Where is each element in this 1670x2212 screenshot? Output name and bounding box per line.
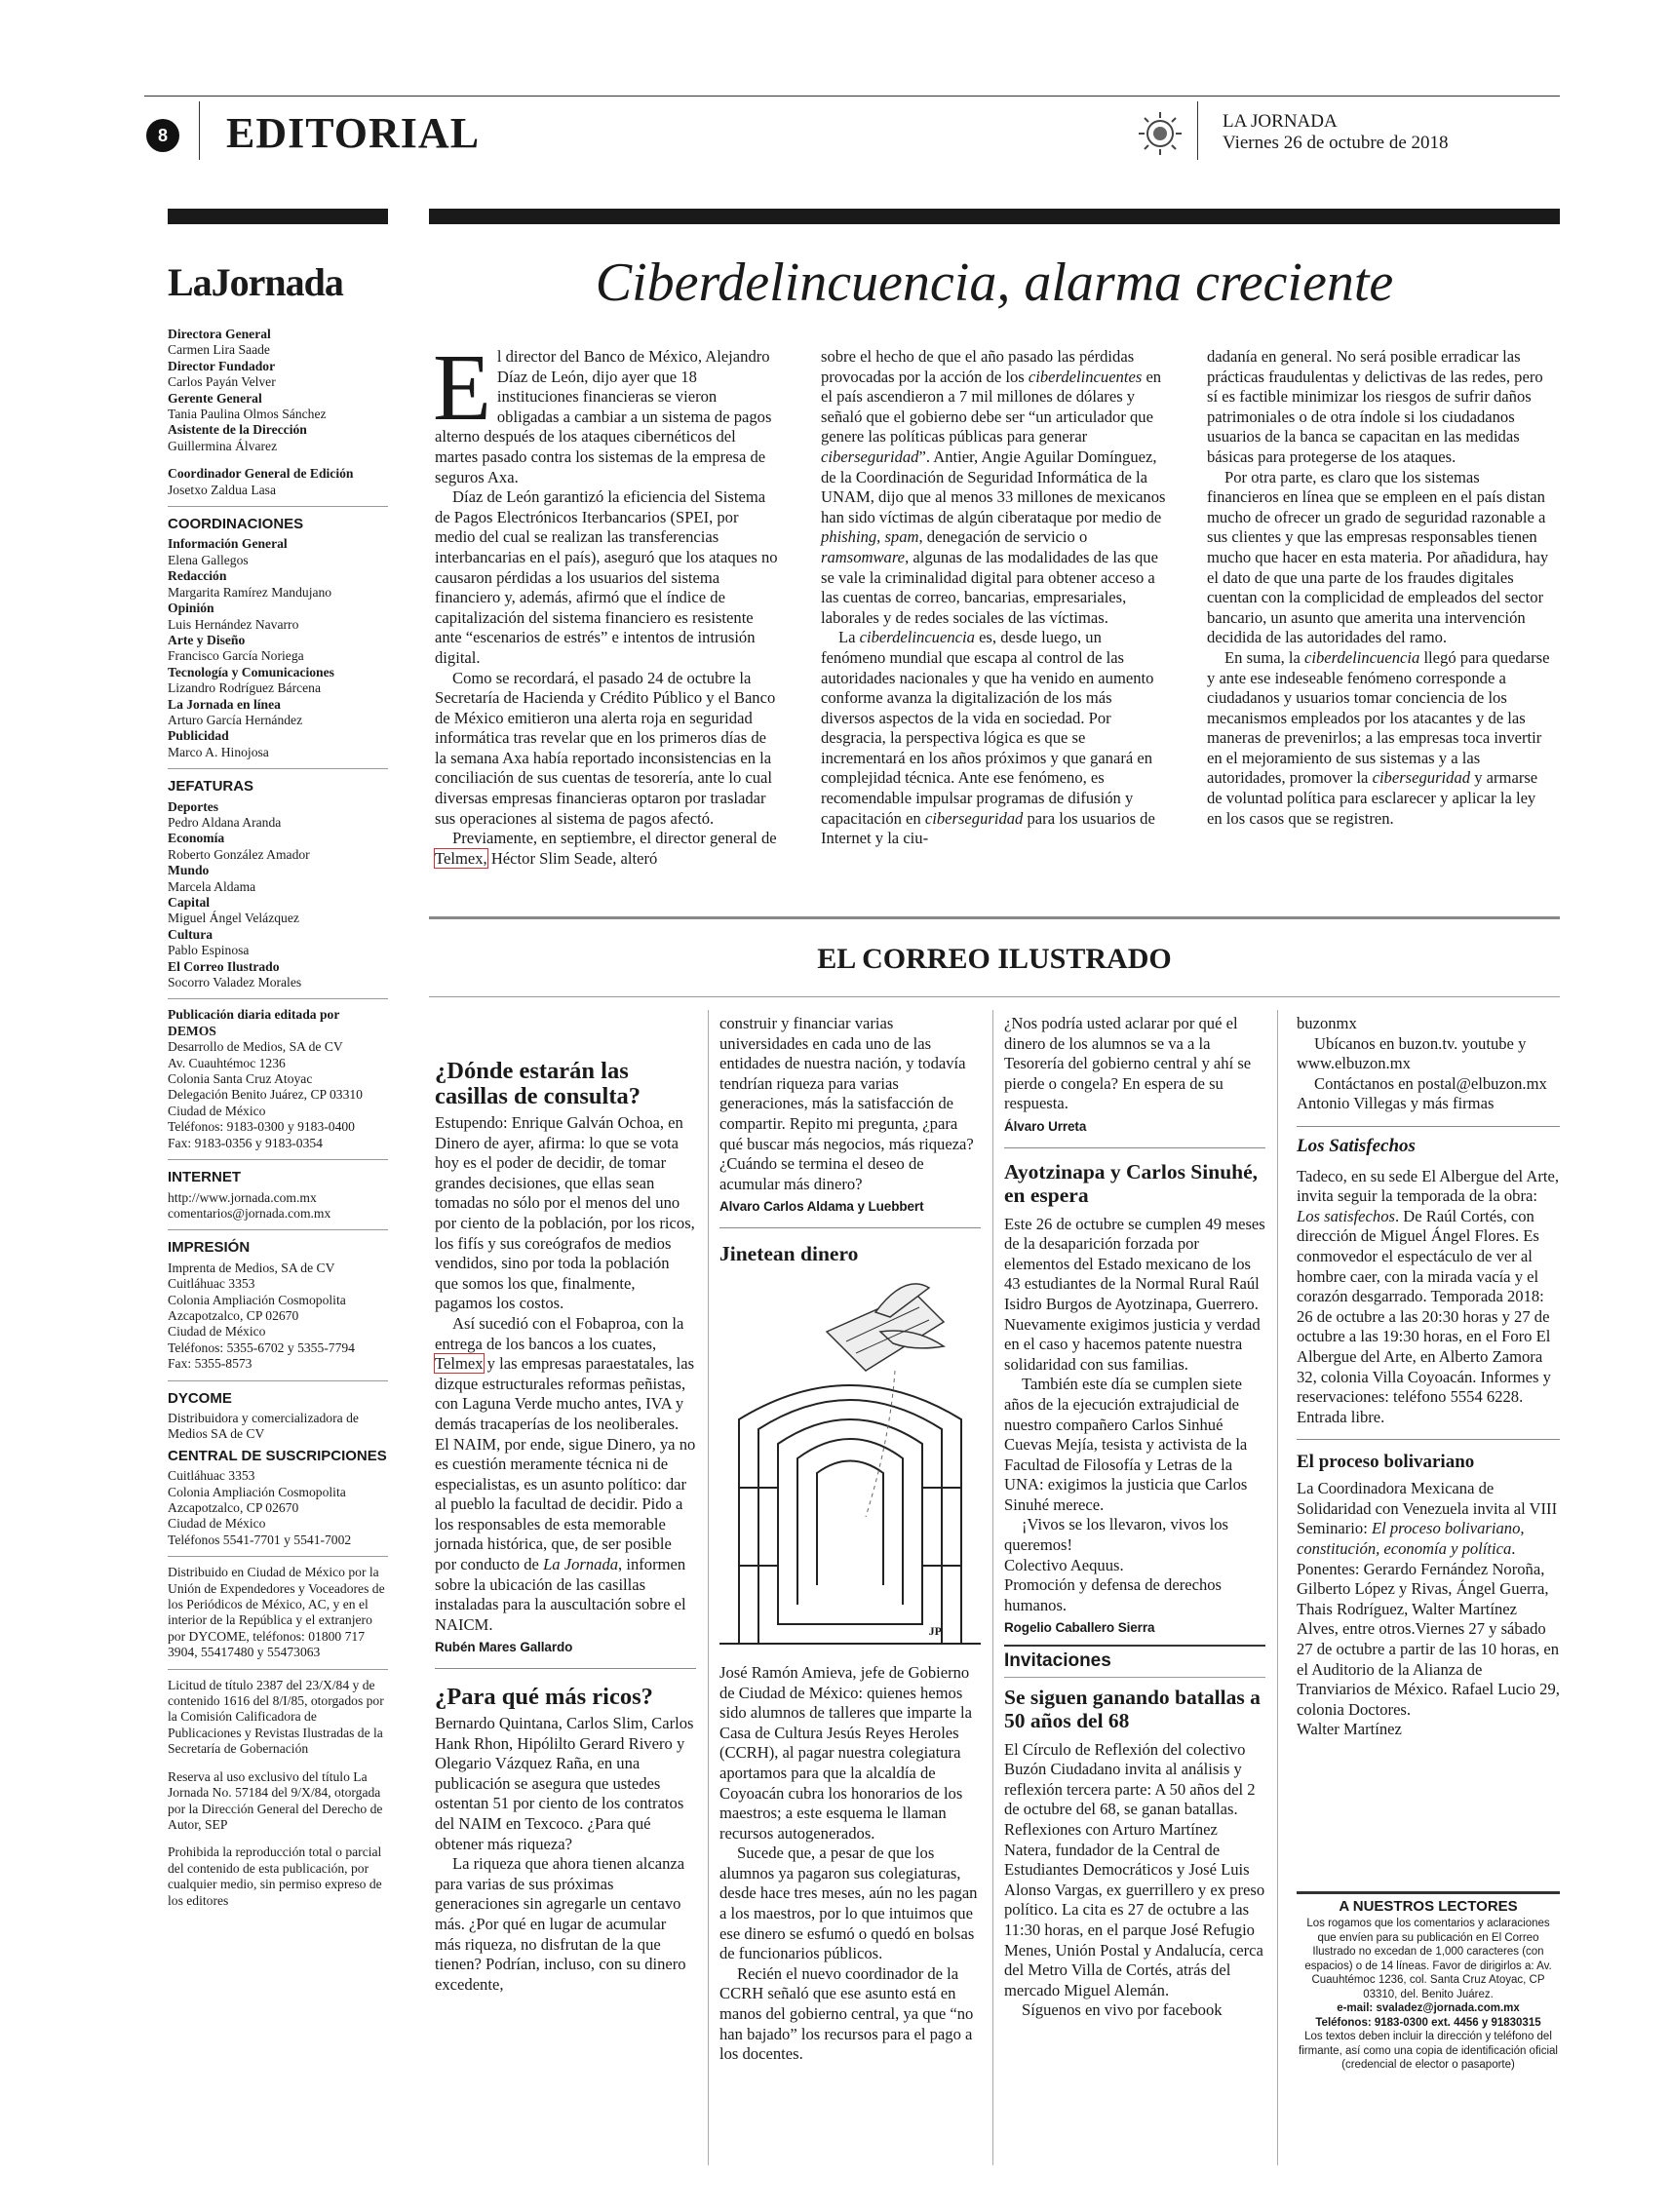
letter-title: ¿Para qué más ricos?	[435, 1684, 653, 1711]
masthead-line: Colonia Ampliación Cosmopolita	[168, 1292, 346, 1307]
letter-paragraph: Promoción y defensa de derechos humanos.	[1004, 1575, 1223, 1614]
section-title: EDITORIAL	[226, 109, 481, 157]
editorial-paragraph: sobre el hecho de que el año pasado las pérdidas provocadas por la acción de los ciberdelincuentes en el país ascendieron a 7 mil millones de dólares y señaló que el gobierno debe ser “un articulador que genere las políticas públicas para generar ciberseguridad”. Antier, Angie Aguilar Domínguez, de la Coordinación de Seguridad Informática de la UNAM, dijo que al menos 33 millones de mexicanos han sido víctimas de algún ciberataque por medio de phishing, spam, denegación de servicio o ramsomware, algunas de las modalidades de las que se vale la criminalidad digital para obtener acceso a las cuentas de correo, bancarias, empresariales, laborales y de redes sociales de las víctimas.	[821, 347, 1166, 627]
masthead-line: Delegación Benito Juárez, CP 03310	[168, 1087, 363, 1103]
masthead-name: Elena Gallegos	[168, 552, 249, 567]
editorial-title: Ciberdelincuencia, alarma creciente	[595, 252, 1394, 313]
letter-paragraph: Colectivo Aequus.	[1004, 1555, 1124, 1574]
masthead-line: Ciudad de México	[168, 1103, 266, 1118]
header-divider	[199, 101, 200, 160]
masthead-line: Cuitláhuac 3353	[168, 1468, 255, 1484]
masthead-role: Opinión	[168, 601, 214, 616]
letter-divider	[1297, 1126, 1560, 1127]
masthead-line: Azcapotzalco, CP 02670	[168, 1307, 299, 1323]
masthead-section-title: CENTRAL DE SUSCRIPCIONES	[168, 1447, 387, 1464]
masthead-section-title: JEFATURAS	[168, 778, 254, 796]
letter-paragraph: Tadeco, en su sede El Albergue del Arte, invita seguir la temporada de la obra: Los satisfechos. De Raúl Cortés, con dirección de Miguel Ángel Flores. Es conmovedor el espectáculo de ver al hombre caer, con la mirada vacía y el corazón desgarrado. Temporada 2018: 26 de octubre a las 20:30 horas y 27 de octubre a las 19:30 horas, en el Foro El Albergue del Arte, en Alberto Zamora 32, colonia Villa Coyoacán. Informes y reservaciones: teléfono 5554 6228.	[1297, 1166, 1560, 1407]
masthead-line: http://www.jornada.com.mx	[168, 1189, 317, 1205]
col-divider	[708, 1010, 709, 2165]
masthead-name: Lizandro Rodríguez Bárcena	[168, 680, 322, 696]
masthead-divider	[168, 998, 388, 999]
masthead-role: Coordinador General de Edición	[168, 466, 354, 482]
letter-paragraph: Este 26 de octubre se cumplen 49 meses de la desaparición forzada por elementos del Estado mexicano de los 43 estudiantes de la Normal Rural Raúl Isidro Burgos de Ayotzinapa, Guerrero. Nuevamente exigimos justicia y verdad en el caso y hacemos patente nuestra solidaridad con sus familias.	[1004, 1214, 1265, 1374]
letter-divider	[719, 1227, 981, 1228]
masthead-line: Ciudad de México	[168, 1324, 266, 1339]
lectores-note: Los textos deben incluir la dirección y teléfono del firmante, así como una copia de identificación oficial (credencial de elector o pasaporte)	[1299, 2031, 1558, 2071]
lectores-phone: Teléfonos: 9183-0300 ext. 4456 y 91830315	[1315, 2016, 1541, 2029]
masthead-line: Azcapotzalco, CP 02670	[168, 1500, 299, 1515]
correo-col-1	[435, 1049, 696, 1995]
masthead-logo: LaJornada	[168, 260, 343, 304]
editorial-paragraph: Por otra parte, es claro que los sistemas financieros en línea que se empleen en el país distan mucho de ofrecer un grado de seguridad razonable a sus clientes y que las empresas responsables tienen mucho que hacer en esta materia. Por añadidura, hay el dato de que una parte de los fraudes digitales cuentan con la complicidad de empleados del sector bancario, un asunto que amerita una intervención decidida de las autoridades del ramo.	[1207, 467, 1549, 647]
masthead-line: Cuitláhuac 3353	[168, 1276, 255, 1292]
masthead-name: Guillermina Álvarez	[168, 438, 278, 453]
letter-divider	[435, 1668, 696, 1669]
masthead-role: Director Fundador	[168, 358, 276, 373]
masthead-name: Roberto González Amador	[168, 846, 310, 862]
masthead-line: Fax: 9183-0356 y 9183-0354	[168, 1135, 323, 1150]
telmex-highlight[interactable]: Telmex	[435, 1354, 484, 1374]
cartoon-image	[719, 1273, 981, 1653]
header-top-rule	[144, 96, 1560, 97]
letter-paragraph: construir y financiar varias universidades en cada uno de las entidades de nuestra nación, y todavía tendrían riqueza para varias generaciones, más la satisfacción de compartir. Repito mi pregunta, ¿para qué buscar más negocios, más riqueza?¿Cuándo se termina el deseo de acumular más dinero?	[719, 1014, 974, 1193]
masthead-role: Capital	[168, 895, 211, 910]
page-number-badge	[146, 119, 179, 152]
masthead-line: Teléfonos: 9183-0300 y 9183-0400	[168, 1119, 355, 1135]
masthead-name: Marco A. Hinojosa	[168, 744, 269, 759]
masthead-name: Miguel Ángel Velázquez	[168, 911, 299, 926]
invitaciones-header: Invitaciones	[1004, 1645, 1265, 1678]
masthead-role: Publicación diaria editada por DEMOS	[168, 1007, 340, 1038]
masthead-name: Socorro Valadez Morales	[168, 975, 302, 990]
masthead-line: Desarrollo de Medios, SA de CV	[168, 1039, 343, 1055]
masthead-role: Deportes	[168, 798, 219, 814]
drop-cap: E	[433, 335, 491, 441]
masthead-top-bar	[168, 209, 388, 224]
cartoon-signature: JP	[928, 1624, 942, 1639]
letter-paragraph: La Coordinadora Mexicana de Solidaridad con Venezuela invita al VIII Seminario: El proceso bolivariano, constitución, economía y política. Ponentes: Gerardo Fernández Noroña, Gilberto López y Rivas, Ángel Guerra, Thais Rodríguez, Walter Martínez Alves, entre otros.Viernes 27 y sábado 27 de octubre a partir de las 10 horas, en el Auditorio de la Alianza de Tranviarios de México. Rafael Lucio 29, colonia Doctores.	[1297, 1479, 1560, 1719]
letter-paragraph: Antonio Villegas y más firmas	[1297, 1094, 1495, 1113]
masthead-role: Mundo	[168, 863, 210, 878]
letter-paragraph: Estupendo: Enrique Galván Ochoa, en Dinero de ayer, afirma: lo que se vota hoy es el poder de decidir, de tomar grandes decisiones, que ellas sean tomadas no sólo por el menos del uno por ciento de la población, por los ricos, los fifís y sus coreógrafos de medios vendidos, sino por toda la población que somos los que, finalmente, pagamos los costos.	[435, 1113, 695, 1313]
col-divider	[992, 1010, 993, 2165]
masthead-name: Josetxo Zaldua Lasa	[168, 482, 276, 497]
letter-signature: Alvaro Carlos Aldama y Luebbert	[719, 1199, 924, 1215]
letter-paragraph: Walter Martínez	[1297, 1720, 1402, 1739]
masthead-divider	[168, 768, 388, 769]
masthead-role: Asistente de la Dirección	[168, 422, 307, 438]
letter-paragraph: Recién el nuevo coordinador de la CCRH señaló que ese asunto está en manos del gobierno central, ya que “no han bajado” los recursos para el pago a los docentes.	[719, 1963, 974, 2064]
masthead-reserva: Reserva al uso exclusivo del título La Jornada No. 57184 del 9/X/84, otorgada por la Dirección General del Derecho de Autor, SEP	[168, 1768, 383, 1832]
masthead-name: Carlos Payán Velver	[168, 374, 276, 390]
editorial-col-1	[433, 335, 782, 869]
letter-signature: Rubén Mares Gallardo	[435, 1640, 573, 1655]
correo-rule	[429, 916, 1560, 919]
masthead-line: Colonia Ampliación Cosmopolita	[168, 1484, 346, 1499]
masthead-section-title: DYCOME	[168, 1389, 232, 1407]
masthead-name: Pedro Aldana Aranda	[168, 814, 282, 830]
letter-divider	[1297, 1439, 1560, 1440]
masthead-section-title: IMPRESIÓN	[168, 1239, 251, 1257]
masthead-role: Economía	[168, 831, 225, 846]
masthead-line: Ciudad de México	[168, 1516, 266, 1532]
masthead-role: Gerente General	[168, 390, 262, 406]
masthead-name: Carmen Lira Saade	[168, 342, 270, 358]
editorial-col-2	[821, 347, 1168, 849]
masthead-name: Luis Hernández Navarro	[168, 616, 299, 632]
editorial-paragraph: En suma, la ciberdelincuencia llegó para quedarse y ante ese indeseable fenómeno corresponde a ciudadanos y usuarios tomar conciencia de los mecanismos empleados por los atacantes y de las maneras de prevenirlos; a las empresas toca invertir en el mejoramiento de sus sistemas y a las autoridades, promover la ciberseguridad y armarse de voluntad política para esclarecer y aplicar la ley en los casos que se registren.	[1207, 647, 1550, 828]
masthead-line: Colonia Santa Cruz Atoyac	[168, 1071, 313, 1087]
masthead-role: Redacción	[168, 568, 227, 584]
editorial-paragraph: Previamente, en septiembre, el director general de Telmex, Héctor Slim Seade, alteró	[435, 829, 777, 868]
masthead-line: Fax: 5355-8573	[168, 1356, 252, 1372]
editorial-top-bar	[429, 209, 1560, 224]
correo-col-3	[1004, 1014, 1265, 2021]
editorial-paragraph: Díaz de León garantizó la eficiencia del Sistema de Pagos Electrónicos Iterbancarios (SPEI, por medio del cual se realizan las transferencias interbancarias en el país), aseguró que los ataques no causaron pérdidas a los usuarios del sistema financiero y, además, afirmó que el índice de capitalización del sistema financiero es resistente ante “escenarios de estrés” e intentos de intrusión digital.	[435, 487, 778, 667]
lectores-box	[1297, 1891, 1560, 2073]
masthead-name: Arturo García Hernández	[168, 712, 303, 727]
masthead-role: El Correo Ilustrado	[168, 958, 280, 974]
letter-paragraph: ¿Nos podría usted aclarar por qué el dinero de los alumnos se va a la Tesorería del gobierno central y ahí se pierde o congela? En espera de su respuesta.	[1004, 1014, 1252, 1113]
letter-paragraph: Ubícanos en buzon.tv. youtube y www.elbuzon.mx	[1297, 1033, 1527, 1073]
masthead-name: Marcela Aldama	[168, 878, 256, 894]
editorial-col-3	[1207, 347, 1554, 829]
masthead-role: Publicidad	[168, 728, 229, 744]
letter-signature: Álvaro Urreta	[1004, 1118, 1087, 1134]
page-number: 8	[157, 125, 168, 145]
correo-col-4	[1297, 1014, 1560, 1740]
masthead-licitud: Licitud de título 2387 del 23/X/84 y de contenido 1616 del 8/I/85, otorgados por la Comisión Calificadora de Publicaciones y Revistas Ilustradas de la Secretaría de Gobernación	[168, 1677, 384, 1757]
masthead-divider	[168, 1380, 388, 1381]
masthead-role: Tecnología y Comunicaciones	[168, 664, 334, 679]
letter-paragraph: Entrada libre.	[1297, 1407, 1385, 1426]
letter-paragraph: Bernardo Quintana, Carlos Slim, Carlos Hank Rhon, Hipólilto Gerard Rivero y Olegario Vázquez Raña, en una publicación se asegura que ustedes ostentan 51 por ciento de los contratos del NAIM en Texcoco. ¿Para qué obtener más riqueza?	[435, 1714, 694, 1853]
masthead-name: Margarita Ramírez Mandujano	[168, 584, 332, 600]
masthead-divider	[168, 1669, 388, 1670]
correo-subrule	[429, 996, 1560, 997]
lectores-text: Los rogamos que los comentarios y aclaraciones que envíen para su publicación en El Correo Ilustrado no excedan de 1,000 caracteres (con espacios) o de 14 líneas. Favor de dirigirlos a: Av. Cuauhtémoc 1236, col. Santa Cruz Atoyac, CP 03310, del. Benito Juárez.	[1304, 1918, 1552, 2000]
masthead-divider	[168, 1159, 388, 1160]
letter-divider	[1004, 1147, 1265, 1148]
letter-paragraph: Síguenos en vivo por facebook	[1022, 2000, 1223, 2020]
masthead-staff	[168, 327, 388, 1909]
letter-paragraph: ¡Vivos se los llevaron, vivos los queremos!	[1004, 1515, 1228, 1555]
col-divider	[1277, 1010, 1278, 2165]
letter-paragraph: La riqueza que ahora tienen alcanza para varias de sus próximas generaciones sin agregarle un centavo más. ¿Por qué en lugar de acumular más riqueza, no disfrutan de la que tienen? Podrían, incluso, con su dinero excedente,	[435, 1854, 686, 1994]
letter-paragraph: José Ramón Amieva, jefe de Gobierno de Ciudad de México: quienes hemos sido alumnos de talleres que imparte la Casa de Cultura Jesús Reyes Heroles (CCRH), al pagar nuestra colegiatura aportamos para que la alcaldía de Coyoacán cubra los honorarios de los maestros; a este esquema le llaman recursos autogenerados.	[719, 1662, 972, 1843]
masthead-role: Información General	[168, 536, 288, 552]
correo-col-2	[719, 1014, 981, 2065]
masthead-line: Av. Cuauhtémoc 1236	[168, 1055, 286, 1070]
letter-title: Ayotzinapa y Carlos Sinuhé, en espera	[1004, 1159, 1259, 1207]
masthead-line: Teléfonos: 5355-6702 y 5355-7794	[168, 1339, 355, 1355]
letter-title: Los Satisfechos	[1297, 1135, 1416, 1156]
letter-title: Se siguen ganando batallas a 50 años del 68	[1004, 1685, 1261, 1732]
masthead-section-title: COORDINACIONES	[168, 516, 304, 533]
masthead-role: Directora General	[168, 327, 271, 341]
masthead-line: Teléfonos 5541-7701 y 5541-7002	[168, 1532, 352, 1547]
masthead-name: Pablo Espinosa	[168, 943, 250, 958]
masthead-line: Distribuidora y comercializadora de Medios SA de CV	[168, 1410, 359, 1442]
letter-paragraph: Sucede que, a pesar de que los alumnos ya pagaron sus colegiaturas, desde hace tres meses, aún no les pagan a los maestros, por lo que intuimos que ese dinero se esfumó o quedó en bolsas de funcionarios públicos.	[719, 1843, 978, 1963]
masthead-name: Francisco García Noriega	[168, 648, 304, 664]
sun-logo-icon	[1136, 109, 1185, 158]
masthead-section-title: INTERNET	[168, 1169, 241, 1186]
letter-signature: Rogelio Caballero Sierra	[1004, 1620, 1155, 1636]
letter-title: El proceso bolivariano	[1297, 1452, 1475, 1473]
letter-title: ¿Dónde estarán las casillas de consulta?	[435, 1058, 641, 1109]
header-date: Viernes 26 de octubre de 2018	[1223, 133, 1449, 153]
editorial-paragraph: l director del Banco de México, Alejandro Díaz de León, dijo ayer que 18 instituciones financieras se vieron obligadas a cambiar a un sistema de pagos alterno después de los ataques cibernéticos del martes pasado contra los sistemas de la empresa de seguros Axa.	[435, 347, 772, 486]
masthead-divider	[168, 1556, 388, 1557]
masthead-line: comentarios@jornada.com.mx	[168, 1205, 331, 1221]
header-paper-name: LA JORNADA	[1223, 111, 1338, 132]
masthead-distribution: Distribuido en Ciudad de México por la Unión de Expendedores y Voceadores de los Periódicos de México, AC, y en el interior de la República y el extranjero por DYCOME, teléfonos: 01800 717 3904, 55417480 y 55473063	[168, 1565, 385, 1660]
masthead-prohibida: Prohibida la reproducción total o parcial del contenido de esta publicación, por cualquier medio, sin permiso expreso de los editores	[168, 1844, 382, 1908]
correo-title: EL CORREO ILUSTRADO	[817, 943, 1172, 975]
letter-paragraph: buzonmx	[1297, 1014, 1357, 1032]
telmex-highlight[interactable]: Telmex,	[435, 848, 487, 868]
editorial-paragraph: La ciberdelincuencia es, desde luego, un fenómeno mundial que escapa al control de las autoridades nacionales y que ha venido en aumento conforme avanza la digitalización de los más diversos aspectos de la vida en sociedad. Por desgracia, la perspectiva lógica es que se incrementará en los años próximos y que ganará en complejidad técnica. Ante ese fenómeno, es recomendable impulsar programas de difusión y capacitación en ciberseguridad para los usuarios de Internet y la ciu-	[821, 628, 1155, 848]
letter-paragraph: También este día se cumplen siete años de la ejecución extrajudicial de nuestro compañero Carlos Sinhué Cuevas Mejía, tesista y activista de la Facultad de Filosofía y Letras de la UNA: exigimos la justicia que Carlos Sinuhé merece.	[1004, 1375, 1248, 1514]
masthead-role: Cultura	[168, 926, 214, 942]
masthead-name: Tania Paulina Olmos Sánchez	[168, 407, 327, 422]
letter-paragraph: Así sucedió con el Fobaproa, con la entrega de los bancos a los cuates, Telmex y las empresas paraestatales, las dizque estructurales reformas peñistas, con Laguna Verde mucho antes, IVA y demás tracaperías de los neoliberales. El NAIM, por ende, sigue Dinero, ya no es cuestión meramente técnica ni de especialistas, es un asunto político: dar al pueblo la facultad de decidir. Pido a los responsables de esta memorable jornada histórica, que, de ser posible por conducto de La Jornada, informen sobre la ubicación de las casillas instaladas para la auscultación sobre el NAICM.	[435, 1313, 696, 1634]
masthead-role: Arte y Diseño	[168, 632, 246, 647]
masthead-role: La Jornada en línea	[168, 696, 281, 712]
lectores-title: A NUESTROS LECTORES	[1339, 1898, 1518, 1915]
lectores-email[interactable]: e-mail: svaladez@jornada.com.mx	[1337, 2002, 1520, 2014]
letter-title: Jinetean dinero	[719, 1241, 859, 1265]
letter-paragraph: El Círculo de Reflexión del colectivo Buzón Ciudadano invita al análisis y reflexión tercera parte: A 50 años del 2 de octubre del 68, se ganan batallas. Reflexiones con Arturo Martínez Natera, fundador de la Central de Estudiantes Democráticos y José Luis Alonso Vargas, ex guerrillero y ex preso político. La cita es 27 de octubre a las 11:30 horas, en el parque José Refugio Menes, Unión Postal y Andalucía, cerca del Metro Villa de Cortés, atrás del mercado Miguel Alemán.	[1004, 1739, 1265, 1999]
editorial-paragraph: dadanía en general. No será posible erradicar las prácticas fraudulentas y delictivas de las redes, pero sí es factible minimizar los riesgos de sufrir daños patrimoniales o de otra índole si los ciudadanos usuarios de la banca se capacitan en las medidas básicas para protegerse de los ataques.	[1207, 347, 1543, 466]
header-divider-right	[1197, 101, 1198, 160]
masthead-divider	[168, 506, 388, 507]
letter-paragraph: Contáctanos en postal@elbuzon.mx	[1314, 1073, 1547, 1093]
editorial-paragraph: Como se recordará, el pasado 24 de octubre la Secretaría de Hacienda y Crédito Público y el Banco de México emitieron una alerta roja en seguridad informática tras revelar que en los primeros días de la semana Axa había reportado inconsistencias en la conciliación de sus cuentas de tesorería, ante lo cual diversas empresas financieras optaron por trasladar sus operaciones al sistema de pagos afectó.	[435, 668, 776, 828]
masthead-divider	[168, 1229, 388, 1230]
masthead-line: Imprenta de Medios, SA de CV	[168, 1260, 335, 1275]
